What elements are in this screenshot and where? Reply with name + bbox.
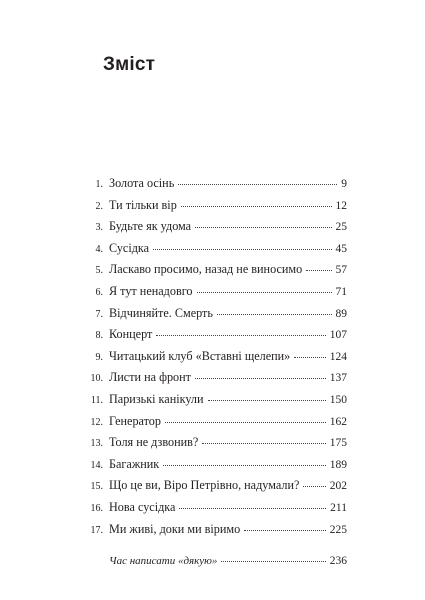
page-number: 89: [335, 307, 347, 320]
page-number: 225: [329, 523, 347, 536]
chapter-title: Золота осінь: [109, 176, 175, 190]
page-number: 9: [341, 178, 347, 190]
page-number: 137: [329, 372, 347, 385]
dot-leader: [195, 227, 331, 228]
dot-leader: [244, 530, 326, 531]
chapter-title: Будьте як удома: [109, 219, 192, 234]
chapter-number: 14.: [90, 459, 103, 471]
dot-leader: [195, 378, 326, 379]
page-number: 57: [335, 264, 347, 277]
page-number: 25: [335, 221, 347, 234]
dot-leader: [156, 335, 325, 336]
dot-leader: [294, 357, 325, 358]
chapter-title: Паризькі канікули: [109, 391, 204, 406]
dot-leader: [208, 400, 326, 401]
page-number: 45: [335, 242, 347, 255]
chapter-title: Багажник: [109, 456, 160, 471]
chapter-title: Сусідка: [109, 240, 150, 255]
dot-leader: [217, 314, 332, 315]
chapter-number: 9.: [95, 351, 103, 363]
chapter-title: Концерт: [109, 327, 153, 342]
page-number: 124: [329, 350, 347, 363]
toc-entry[interactable]: [84, 327, 347, 349]
chapter-number: 7.: [95, 308, 103, 320]
page-number: 189: [329, 458, 347, 471]
chapter-number: 16.: [90, 502, 103, 514]
chapter-number: 12.: [90, 416, 103, 428]
toc-entry[interactable]: [84, 478, 347, 500]
chapter-title: Відчиняйте. Смерть: [109, 305, 213, 320]
page-number: 162: [329, 415, 347, 428]
toc-entry[interactable]: [84, 414, 347, 436]
chapter-number: 13.: [90, 438, 103, 450]
chapter-number: 17.: [90, 524, 103, 536]
toc-entry[interactable]: [84, 284, 347, 306]
dot-leader: [202, 443, 325, 444]
chapter-number: 4.: [95, 243, 103, 255]
chapter-number: 6.: [95, 286, 103, 298]
page-number: 175: [329, 437, 347, 450]
chapter-number: 10.: [90, 373, 103, 385]
chapter-number: 15.: [90, 481, 103, 493]
toc-entry[interactable]: [84, 176, 347, 198]
toc-entry[interactable]: [84, 349, 347, 371]
chapter-title: Читацький клуб «Вставні щелепи»: [109, 348, 291, 363]
chapter-title: Що це ви, Віро Петрівно, надумали?: [109, 478, 300, 493]
chapter-number: 11.: [90, 394, 103, 406]
chapter-title: Нова сусідка: [109, 499, 176, 514]
page-number: 71: [335, 285, 347, 298]
chapter-number: 5.: [95, 265, 103, 277]
dot-leader: [178, 184, 337, 185]
table-of-contents: [84, 176, 347, 577]
chapter-number: 2.: [95, 200, 103, 212]
toc-entry[interactable]: [84, 262, 347, 284]
toc-entry[interactable]: [84, 500, 347, 522]
page-number: 107: [329, 329, 347, 342]
toc-entry[interactable]: [84, 457, 347, 479]
toc-entry[interactable]: [84, 370, 347, 392]
page-number: 12: [335, 199, 347, 212]
dot-leader: [303, 486, 325, 487]
page-number: 236: [329, 555, 347, 568]
toc-entry[interactable]: [84, 435, 347, 457]
dot-leader: [163, 465, 326, 466]
dot-leader: [221, 561, 325, 562]
afterword-title: Час написати «дякую»: [109, 555, 218, 568]
toc-entry[interactable]: [84, 219, 347, 241]
chapter-title: Я тут ненадовго: [109, 283, 193, 298]
toc-entry[interactable]: [84, 392, 347, 414]
chapter-number: 3.: [95, 222, 103, 234]
page-number: 150: [329, 393, 347, 406]
toc-entry[interactable]: [84, 198, 347, 220]
dot-leader: [306, 270, 331, 271]
dot-leader: [153, 249, 331, 250]
dot-leader: [165, 422, 326, 423]
chapter-title: Ласкаво просимо, назад не виносимо: [109, 262, 303, 277]
toc-entry[interactable]: [84, 241, 347, 263]
chapter-title: Листи на фронт: [109, 370, 192, 385]
chapter-title: Ти тільки вір: [109, 197, 177, 212]
page-number: 202: [329, 480, 347, 493]
page-title: Зміст: [103, 54, 156, 75]
dot-leader: [179, 508, 326, 509]
page-number: 211: [330, 501, 347, 514]
chapter-number: 8.: [95, 330, 103, 342]
toc-afterword[interactable]: [84, 555, 347, 577]
dot-leader: [181, 206, 332, 207]
chapter-title: Генератор: [109, 413, 161, 428]
chapter-title: Ми живі, доки ми віримо: [109, 521, 241, 536]
dot-leader: [197, 292, 332, 293]
toc-entry[interactable]: [84, 306, 347, 328]
chapter-number: 1.: [95, 179, 103, 190]
chapter-title: Толя не дзвонив?: [109, 435, 199, 450]
toc-entry[interactable]: [84, 522, 347, 544]
